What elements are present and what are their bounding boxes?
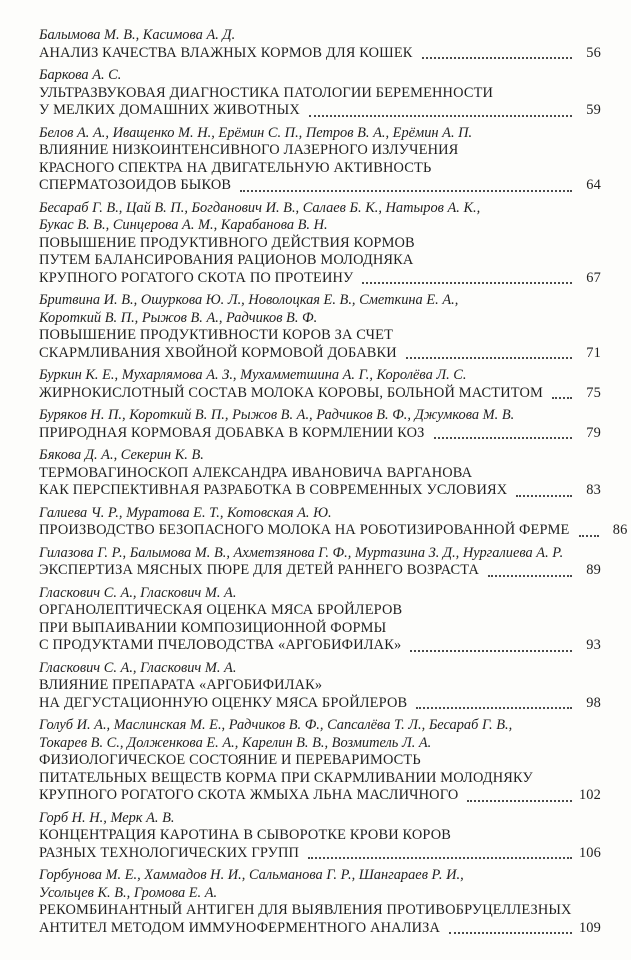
toc-entry-title-line — [39, 562, 601, 580]
toc-entry-authors: Баркова А. С. — [39, 67, 122, 83]
toc-entry-title-text: ФИЗИОЛОГИЧЕСКОЕ СОСТОЯНИЕ И ПЕРЕВАРИМОСТЬ — [39, 752, 421, 768]
toc-entry — [39, 67, 601, 120]
toc-entry-authors: Гласкович С. А., Гласкович М. А. — [39, 659, 237, 676]
toc-entry-authors: Балымова М. В., Касимова А. Д. — [39, 27, 236, 43]
toc-entry-title-text: С ПРОДУКТАМИ ПЧЕЛОВОДСТВА «АРГОБИФИЛАК» — [39, 637, 402, 653]
toc-entry-title-line — [39, 85, 601, 103]
dotted-leader — [362, 281, 572, 284]
dotted-leader — [449, 931, 572, 934]
toc-entry-page-number: 89 — [586, 562, 601, 578]
toc-entry — [39, 447, 601, 500]
toc-entry-title-line — [39, 620, 601, 638]
toc-entry-page-number: 86 — [612, 522, 628, 538]
dotted-leader — [416, 706, 572, 709]
toc-entry-title-text: ТЕРМОВАГИНОСКОП АЛЕКСАНДРА ИВАНОВИЧА ВАРГАНОВА — [39, 464, 473, 481]
toc-entry-title-line — [39, 327, 601, 345]
toc-entry-title-text: ВЛИЯНИЕ ПРЕПАРАТА «АРГОБИФИЛАК» — [39, 677, 323, 693]
dotted-leader — [467, 799, 572, 802]
toc-entry-title-text: СКАРМЛИВАНИЯ ХВОЙНОЙ КОРМОВОЙ ДОБАВКИ — [39, 344, 397, 361]
toc-entry — [39, 660, 601, 713]
toc-entry-authors: Гилазова Г. Р., Балымова М. В., Ахметзянова Г. Ф., Муртазина З. Д., Нургалиева А. Р. — [39, 544, 564, 561]
toc-entry-title-text: ПРОИЗВОДСТВО БЕЗОПАСНОГО МОЛОКА НА РОБОТИЗИРОВАННОЙ ФЕРМЕ — [39, 522, 570, 538]
toc-entry-authors: Токарев В. С., Долженкова Е. А., Карелин В. В., Возмитель Л. А. — [39, 734, 432, 751]
toc-entry-title-text: НА ДЕГУСТАЦИОННУЮ ОЦЕНКУ МЯСА БРОЙЛЕРОВ — [39, 694, 408, 711]
toc-entry-title-line — [39, 142, 601, 160]
toc-entry-title-text: КАК ПЕРСПЕКТИВНАЯ РАЗРАБОТКА В СОВРЕМЕННЫХ УСЛОВИЯХ — [39, 482, 508, 498]
toc-entry-title-text: КРУПНОГО РОГАТОГО СКОТА ЖМЫХА ЛЬНА МАСЛИЧНОГО — [39, 787, 459, 803]
toc-entry-title-text: СПЕРМАТОЗОИДОВ БЫКОВ — [39, 177, 232, 193]
dotted-leader — [410, 649, 572, 652]
dotted-leader — [488, 574, 572, 577]
dotted-leader — [516, 494, 572, 497]
toc-entry-authors: Горб Н. Н., Мерк А. В. — [39, 809, 175, 826]
toc-entry-title-text: РАЗНЫХ ТЕХНОЛОГИЧЕСКИХ ГРУПП — [39, 844, 300, 861]
dotted-leader — [552, 396, 572, 399]
toc-entry-title-text: ПРИ ВЫПАИВАНИИ КОМПОЗИЦИОННОЙ ФОРМЫ — [39, 619, 387, 636]
toc-entry — [39, 545, 601, 580]
toc-entry-title-text: ПОВЫШЕНИЕ ПРОДУКТИВНОГО ДЕЙСТВИЯ КОРМОВ — [39, 234, 415, 251]
toc-entry-page-number: 67 — [586, 269, 601, 286]
dotted-leader — [422, 56, 572, 59]
toc-entry-page-number: 59 — [586, 102, 601, 118]
toc-entry-authors: Бритвина И. В., Ошуркова Ю. Л., Новолоцкая Е. В., Сметкина Е. А., — [39, 292, 459, 308]
toc-entry-title-text: РЕКОМБИНАНТНЫЙ АНТИГЕН ДЛЯ ВЫЯВЛЕНИЯ ПРОТИВОБРУЦЕЛЛЕЗНЫХ — [39, 902, 572, 918]
toc-entry-authors: Короткий В. П., Рыжов В. А., Радчиков В. Ф. — [39, 309, 318, 326]
toc-entry — [39, 367, 601, 402]
toc-entry-title-line — [39, 845, 601, 863]
toc-entry-authors: Бякова Д. А., Секерин К. В. — [39, 447, 204, 463]
toc-entry-title-line — [39, 827, 601, 845]
toc-entry — [39, 810, 601, 863]
toc-entry-title-line — [39, 677, 601, 695]
toc-entry-title-line — [39, 482, 601, 500]
toc-entry — [39, 200, 601, 288]
dotted-leader — [406, 356, 572, 359]
toc-entry-authors: Гласкович С. А., Гласкович М. А. — [39, 584, 237, 601]
toc-entry-title-line — [39, 920, 601, 938]
toc-entry-authors: Буряков Н. П., Короткий В. П., Рыжов В. А., Радчиков В. Ф., Джумкова М. В. — [39, 407, 515, 423]
toc-entry — [39, 292, 601, 362]
dotted-leader — [240, 189, 572, 192]
toc-entry-title-line — [39, 252, 601, 270]
toc-entry-title-text: ЭКСПЕРТИЗА МЯСНЫХ ПЮРЕ ДЛЯ ДЕТЕЙ РАННЕГО ВОЗРАСТА — [39, 562, 480, 578]
toc-entry-title-line — [39, 752, 601, 770]
toc-entry-page-number: 106 — [578, 844, 601, 861]
toc-entry-title-line — [39, 235, 601, 253]
toc-entry-title-text: ОРГАНОЛЕПТИЧЕСКАЯ ОЦЕНКА МЯСА БРОЙЛЕРОВ — [39, 602, 403, 618]
toc-entry-title-line — [39, 695, 601, 713]
toc-entry-title-text: КРАСНОГО СПЕКТРА НА ДВИГАТЕЛЬНУЮ АКТИВНОСТЬ — [39, 159, 432, 176]
toc-entry-page-number: 56 — [586, 44, 601, 61]
toc-entry-title-line — [39, 177, 601, 195]
toc-entry-authors: Галиева Ч. Р., Муратова Е. Т., Котовская А. Ю. — [39, 504, 332, 521]
toc-entry-title-text: ПРИРОДНАЯ КОРМОВАЯ ДОБАВКА В КОРМЛЕНИИ КОЗ — [39, 424, 425, 441]
toc-entry — [39, 867, 601, 937]
toc-entry-page-number: 71 — [586, 344, 601, 361]
toc-entry-authors: Бесараб Г. В., Цай В. П., Богданович И. В., Салаев Б. К., Натыров А. К., — [39, 199, 481, 216]
toc-entry-authors: Букас В. В., Синцерова А. М., Карабанова В. Н. — [39, 217, 328, 233]
toc-entry-title-line — [39, 637, 601, 655]
toc-entry — [39, 125, 601, 195]
toc-entry-title-text: ВЛИЯНИЕ НИЗКОИНТЕНСИВНОГО ЛАЗЕРНОГО ИЗЛУЧЕНИЯ — [39, 142, 459, 158]
toc-entry-authors: Буркин К. Е., Мухарлямова А. З., Мухамметшина А. Г., Королёва Л. С. — [39, 367, 467, 383]
toc-entry-title-line — [39, 787, 601, 805]
dotted-leader — [309, 114, 572, 117]
toc-entry-title-line — [39, 770, 601, 788]
toc-entry — [39, 717, 601, 805]
toc-entry-page-number: 79 — [586, 424, 601, 441]
toc-entry-title-text: АНАЛИЗ КАЧЕСТВА ВЛАЖНЫХ КОРМОВ ДЛЯ КОШЕК — [39, 44, 413, 61]
toc-entry-title-line — [39, 602, 601, 620]
toc-entry-page-number: 75 — [586, 384, 601, 401]
dotted-leader — [308, 856, 572, 859]
toc-entry-title-line — [39, 465, 601, 483]
dotted-leader — [434, 436, 573, 439]
dotted-leader — [579, 534, 599, 537]
toc-entry-title-text: ПУТЕМ БАЛАНСИРОВАНИЯ РАЦИОНОВ МОЛОДНЯКА — [39, 252, 414, 268]
toc-entry-authors: Горбунова М. Е., Хаммадов Н. И., Сальманова Г. Р., Шангараев Р. И., — [39, 867, 464, 883]
toc-entry-title-line — [39, 902, 601, 920]
toc-entry-title-text: АНТИТЕЛ МЕТОДОМ ИММУНОФЕРМЕНТНОГО АНАЛИЗА — [39, 919, 441, 936]
toc-entry — [39, 585, 601, 655]
toc-entry-title-line — [39, 522, 628, 540]
toc-entry-title-text: УЛЬТРАЗВУКОВАЯ ДИАГНОСТИКА ПАТОЛОГИИ БЕРЕМЕННОСТИ — [39, 84, 494, 101]
toc-entry-title-line — [39, 425, 601, 443]
toc-entry-title-line — [39, 160, 601, 178]
toc-entry-page-number: 98 — [586, 694, 601, 711]
toc-entry — [39, 27, 601, 62]
toc-entry-authors: Усольцев К. В., Громова Е. А. — [39, 884, 218, 901]
toc-entry-title-line — [39, 45, 601, 63]
toc-entry — [39, 504, 628, 540]
toc-entries — [39, 27, 628, 937]
toc-entry-page-number: 83 — [586, 482, 601, 498]
toc-entry-authors: Белов А. А., Иващенко М. Н., Ерёмин С. П., Петров В. А., Ерёмин А. П. — [39, 124, 473, 141]
toc-entry-title-line — [39, 345, 601, 363]
toc-entry-title-line — [39, 102, 601, 120]
toc-entry-title-text: ПОВЫШЕНИЕ ПРОДУКТИВНОСТИ КОРОВ ЗА СЧЕТ — [39, 327, 394, 343]
toc-entry-page-number: 64 — [586, 177, 601, 193]
toc-entry-title-text: ЖИРНОКИСЛОТНЫЙ СОСТАВ МОЛОКА КОРОВЫ, БОЛЬНОЙ МАСТИТОМ — [39, 384, 543, 401]
toc-entry-title-text: КОНЦЕНТРАЦИЯ КАРОТИНА В СЫВОРОТКЕ КРОВИ КОРОВ — [39, 827, 452, 843]
toc-entry — [39, 407, 601, 442]
toc-entry-title-text: ПИТАТЕЛЬНЫХ ВЕЩЕСТВ КОРМА ПРИ СКАРМЛИВАНИИ МОЛОДНЯКУ — [39, 769, 533, 786]
toc-entry-title-line — [39, 270, 601, 288]
toc-entry-page-number: 109 — [578, 919, 601, 936]
toc-entry-title-line — [39, 385, 601, 403]
toc-entry-page-number: 93 — [586, 637, 601, 653]
toc-entry-authors: Голуб И. А., Маслинская М. Е., Радчиков В. Ф., Сапсалёва Т. Л., Бесараб Г. В., — [39, 717, 513, 733]
toc-entry-page-number: 102 — [578, 787, 601, 803]
toc-entry-title-text: У МЕЛКИХ ДОМАШНИХ ЖИВОТНЫХ — [39, 102, 300, 118]
toc-entry-title-text: КРУПНОГО РОГАТОГО СКОТА ПО ПРОТЕИНУ — [39, 269, 354, 286]
